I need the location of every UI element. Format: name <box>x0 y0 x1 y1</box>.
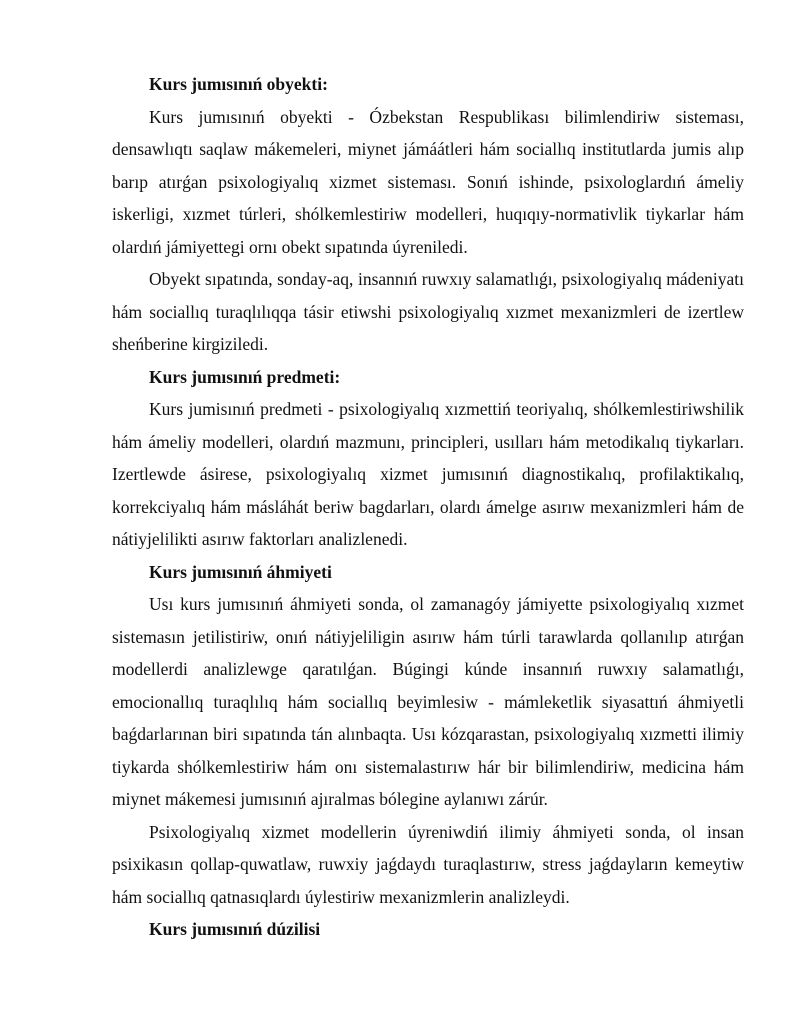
subject-paragraph-1: Kurs jumisınıń predmeti - psixologiyalıq xızmettiń teoriyalıq, shólkemlestiriwshilik hám ámeliy modelleri, olardıń mazmunı, principleri, usılları hám metodikalıq tiykarları. Izertlewde ásirese, psixologiyalıq xizmet jumısınıń diagnostikalıq, profilaktikalıq, korrekciyalıq hám másláhát beriw bagdarları, olardı ámelge asırıw mexanizmleri hám de nátiyjelilikti asırıw faktorları analizlenedi. <box>112 399 744 549</box>
object-heading: Kurs jumısınıń obyekti: <box>149 74 328 94</box>
importance-paragraph-1: Usı kurs jumısınıń áhmiyeti sonda, ol zamanagóy jámiyette psixologiyalıq xızmet sistemasın jetilistiriw, onıń nátiyjeliligin asırıw hám túrli tarawlarda qollanılıp atırǵan modellerdi analizlewge qaratılǵan. Búgingi kúnde insannıń ruwxıy salamatlıǵı, emocionallıq turaqlılıq hám sociallıq beyimlesiw - mámleketlik siyasattıń áhmiyetli baǵdarlarınan biri sıpatında tán alınbaqta. Usı kózqarastan, psixologiyalıq xızmetti ilimiy tiykarda shólkemlestiriw hám onı sistemalastırıw hár bir bilimlendiriw, medicina hám miynet mákemesi jumısınıń ajıralmas bólegine aylanıwı zárúr. <box>112 594 744 809</box>
subject-heading: Kurs jumısınıń predmeti: <box>149 366 341 387</box>
importance-heading: Kurs jumısınıń áhmiyeti <box>149 561 332 582</box>
importance-paragraph-2: Psixologiyalıq xizmet modellerin úyreniwdiń ilimiy áhmiyeti sonda, ol insan psixikasın qollap-quwatlaw, ruwxiy jaǵdaydı turaqlastırıw, stress jaǵdayların kemeytiw hám sociallıq qatnasıqlardı úylestiriw mexanizmlerin analizleydi. <box>112 821 744 907</box>
structure-heading: Kurs jumısınıń dúzilisi <box>149 919 321 939</box>
object-paragraph-1: Kurs jumısınıń obyekti - Ózbekstan Respublikası bilimlendiriw sisteması, densawlıqtı saqlaw mákemeleri, miynet jámáátleri hám sociallıq institutlarda jumis alıp barıp atırǵan psixologiyalıq xizmet sisteması. Sonıń ishinde, psixologlardıń ámeliy iskerligi, xızmet túrleri, shólkemlestiriw modelleri, huqıqıy-normativlik tiykarlar hám olardıń jámiyettegi ornı obekt sıpatında úyreniledi. <box>112 106 744 257</box>
object-paragraph-2: Obyekt sıpatında, sonday-aq, insannıń ruwxıy salamatlıǵı, psixologiyalıq mádeniyatı hám sociallıq turaqlılıqqa tásir etiwshi psixologiyalıq xızmet mexanizmleri de izertlew sheńberine kirgiziledi. <box>112 269 744 354</box>
